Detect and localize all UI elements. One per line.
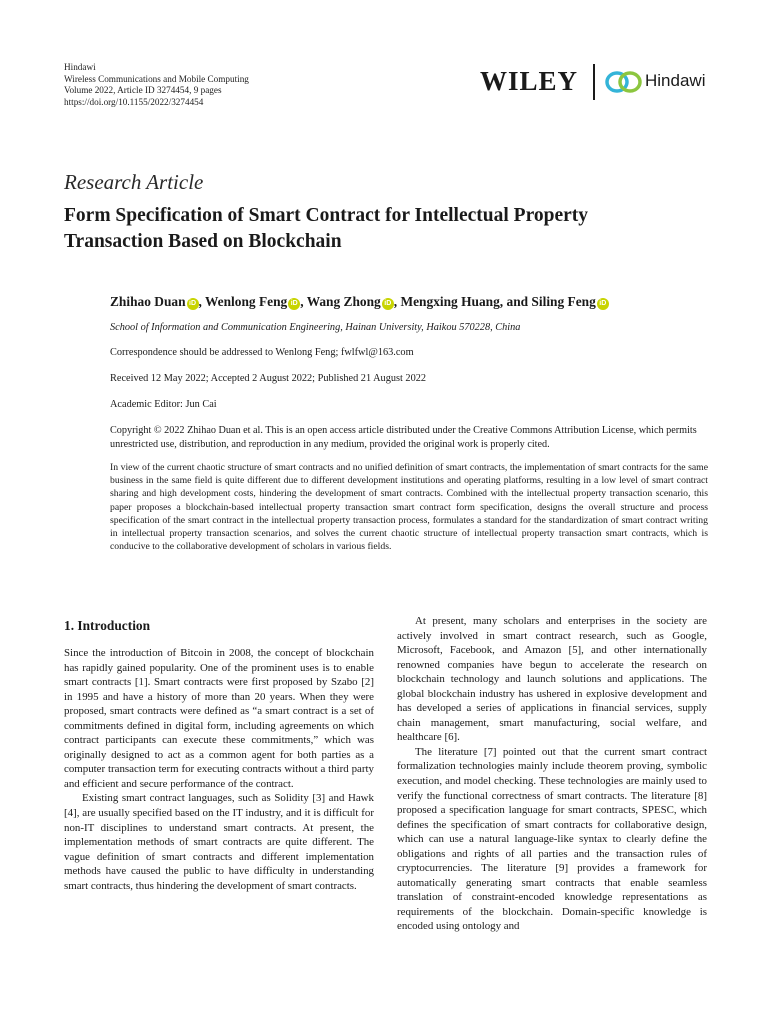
author-separator: , xyxy=(393,294,401,309)
author-name: Mengxing Huang, and Siling Feng xyxy=(400,294,596,309)
hindawi-logo-text: Hindawi xyxy=(645,71,706,90)
author-list xyxy=(110,294,609,310)
article-title xyxy=(64,203,724,255)
author-name: Wenlong Feng xyxy=(205,294,288,309)
logo-divider xyxy=(593,64,595,100)
journal-meta xyxy=(64,62,249,108)
orcid-icon[interactable]: iD xyxy=(187,298,199,310)
author-name: Wang Zhong xyxy=(306,294,381,309)
article-type: Research Article xyxy=(64,170,204,194)
publisher-logos xyxy=(480,64,710,100)
hindawi-logo-icon xyxy=(604,70,644,94)
doi-link[interactable]: https://doi.org/10.1155/2022/3274454 xyxy=(64,96,204,107)
body-column-left xyxy=(64,646,374,893)
title-line: Transaction Based on Blockchain xyxy=(64,231,342,252)
orcid-icon[interactable]: iD xyxy=(382,298,394,310)
affiliation: School of Information and Communication Engineering, Hainan University, Haikou 570228, China xyxy=(110,322,521,333)
wiley-logo: WILEY xyxy=(480,66,579,96)
orcid-icon[interactable]: iD xyxy=(597,298,609,310)
title-line: Form Specification of Smart Contract for Intellectual Property xyxy=(64,205,589,226)
author-name: Zhihao Duan xyxy=(110,294,186,309)
orcid-icon[interactable]: iD xyxy=(288,298,300,310)
abstract: In view of the current chaotic structure of smart contracts and no unified definition of smart contracts, the implementation of smart contracts for the same business in the same field is quite different due to different development institutions and operating platforms, resulting in a low level of smart contract sharing and high development costs, hindering the development of smart contracts. Combined with the intellectual property transaction scenario, this paper proposes a blockchain-based intellectual property transaction smart contract form specification, designs the overall structure and process specification of the smart contract in the intellectual property transaction process, formulates a standard for the standardization of smart contract writing in intellectual property transaction scenarios, and solves the current chaotic structure of intellectual property transaction smart contracts, which is conducive to the collaborative development of scholars in various fields. xyxy=(110,462,708,553)
volume-line: Volume 2022, Article ID 3274454, 9 pages xyxy=(64,85,222,96)
body-paragraph: Existing smart contract languages, such as Solidity [3] and Hawk [4], are usually specified based on the IT industry, and it is difficult for non-IT disciplines to understand smart contracts. At present, the implementation methods of smart contracts are quite different. The vague definition of smart contracts and different implementation methods have caused the public to have difficulty in understanding smart contracts, thus hindering the development of smart contracts. xyxy=(64,792,374,892)
academic-editor: Academic Editor: Jun Cai xyxy=(110,399,217,410)
publisher-name: Hindawi xyxy=(64,62,96,72)
body-paragraph: At present, many scholars and enterprises in the society are actively involved in smart contract research, such as Google, Microsoft, Facebook, and Amazon [5], and other internationally renowned companies have begun to accelerate the research on blockchain technology and launch solutions and applications. The global blockchain industry has ushered in explosive development and has developed a series of applications in financial services, supply chain management, smart manufacturing, social welfare, and healthcare [6]. xyxy=(397,615,707,744)
copyright-notice: Copyright © 2022 Zhihao Duan et al. This is an open access article distributed under the Creative Commons Attribution License, which permits unrestricted use, distribution, and reproduction in any medium, provided the original work is properly cited. xyxy=(110,425,697,450)
publication-dates: Received 12 May 2022; Accepted 2 August 2022; Published 21 August 2022 xyxy=(110,373,427,384)
body-paragraph: Since the introduction of Bitcoin in 2008, the concept of blockchain has rapidly gained popularity. One of the prominent uses is to enable smart contracts [1]. Smart contracts were first proposed by Szabo [2] in 1995 and have a history of more than 20 years. When they were proposed, smart contracts were defined as “a smart contract is a set of commitments defined in digital form, including agreements on which contract participants can execute these commitments,” which was originally designed to act as a common agent for both parties as a computer transaction term for executing contracts without a third party and efficient and secure performance of the contract. xyxy=(64,647,374,790)
author-separator: , xyxy=(198,294,206,309)
correspondence: Correspondence should be addressed to Wenlong Feng; fwlfwl@163.com xyxy=(110,347,414,358)
body-column-right xyxy=(397,614,707,934)
author-separator: , xyxy=(300,294,307,309)
body-paragraph: The literature [7] pointed out that the current smart contract formalization technologies mainly include theorem proving, symbolic execution, and model checking. These technologies are mainly used to verify the functional correctness of smart contracts. The literature [8] proposed a specification language for smart contracts, SPESC, which defines the specification of smart contracts for collaborative design, which can use a natural language-like syntax to clearly define the obligations and rights of all parties and the transaction rules of cryptocurrencies. The literature [9] provides a framework for automatically generating smart contracts that enable seamless translation of constraint-encoded knowledge representations as requirements of the blockchain. Domain-specific knowledge is encoded using ontology and xyxy=(397,745,707,933)
journal-name: Wireless Communications and Mobile Computing xyxy=(64,73,249,84)
section-heading: 1. Introduction xyxy=(64,618,151,633)
